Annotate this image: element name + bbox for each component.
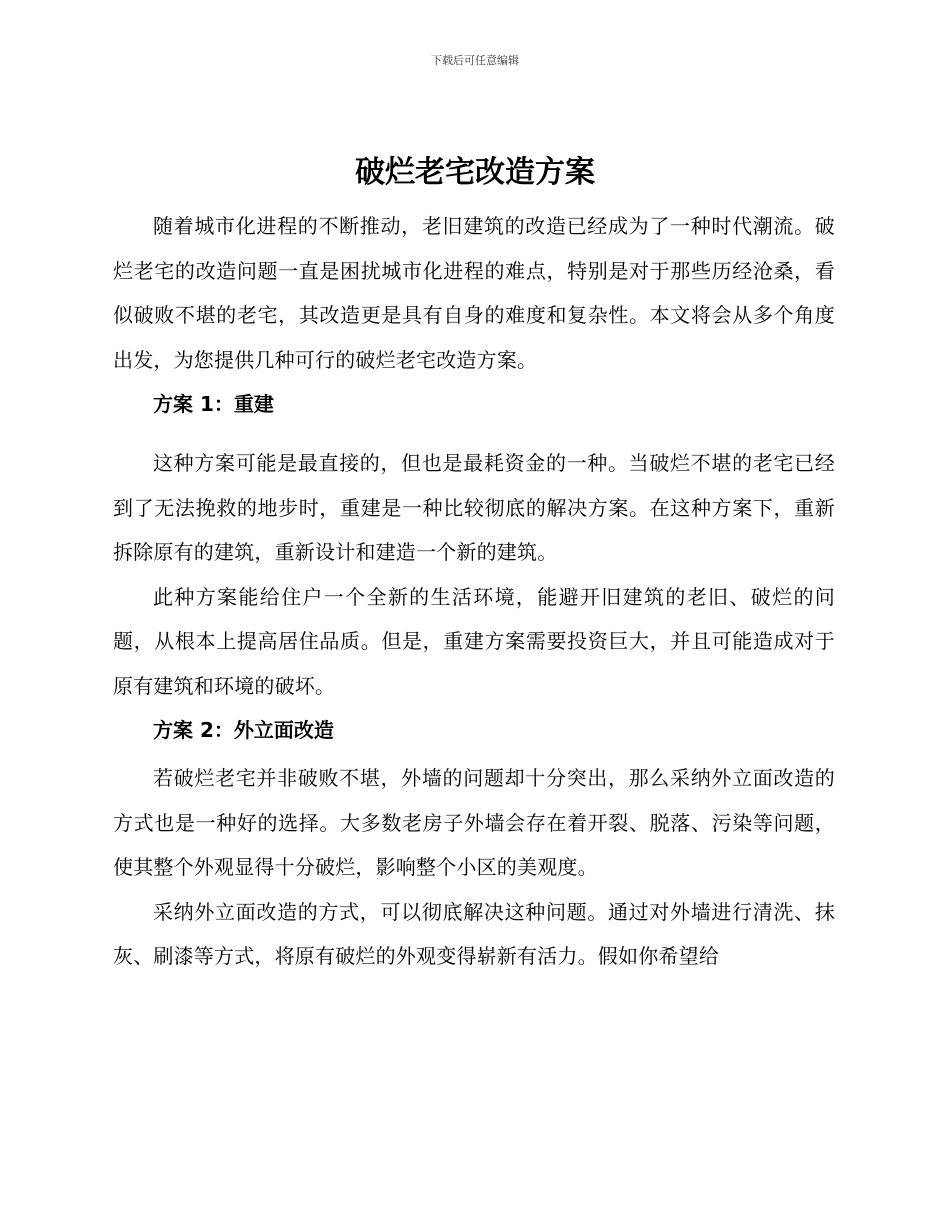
document-title: 破烂老宅改造方案 (355, 155, 595, 190)
document-body (113, 204, 835, 979)
plan-2-paragraph-1: 若破烂老宅并非破败不堪，外墙的问题却十分突出，那么采纳外立面改造的方式也是一种好的选择。大多数老房子外墙会存在着开裂、脱落、污染等问题，使其整个外观显得十分破烂，影响整个小区的美观度。 (113, 766, 835, 879)
plan-1-paragraph-1: 这种方案可能是最直接的，但也是最耗资金的一种。当破烂不堪的老宅已经到了无法挽救的地步时，重建是一种比较彻底的解决方案。在这种方案下，重新拆除原有的建筑，重新设计和建造一个新的建筑。 (113, 451, 835, 564)
section-heading-plan-2: 方案 2：外立面改造 (153, 718, 334, 742)
plan-2-paragraph-2: 采纳外立面改造的方式，可以彻底解决这种问题。通过对外墙进行清洗、抹灰、刷漆等方式，将原有破烂的外观变得崭新有活力。假如你希望给 (113, 899, 835, 968)
plan-1-paragraph-2: 此种方案能给住户一个全新的生活环境，能避开旧建筑的老旧、破烂的问题，从根本上提高居住品质。但是，重建方案需要投资巨大，并且可能造成对于原有建筑和环境的破坏。 (113, 584, 835, 698)
intro-paragraph: 随着城市化进程的不断推动，老旧建筑的改造已经成为了一种时代潮流。破烂老宅的改造问题一直是困扰城市化进程的难点，特别是对于那些历经沧桑，看似破败不堪的老宅，其改造更是具有自身的难度和复杂性。本文将会从多个角度出发，为您提供几种可行的破烂老宅改造方案。 (113, 214, 835, 372)
section-heading-plan-1: 方案 1：重建 (153, 392, 274, 416)
page-header-note: 下载后可任意编辑 (431, 54, 519, 67)
